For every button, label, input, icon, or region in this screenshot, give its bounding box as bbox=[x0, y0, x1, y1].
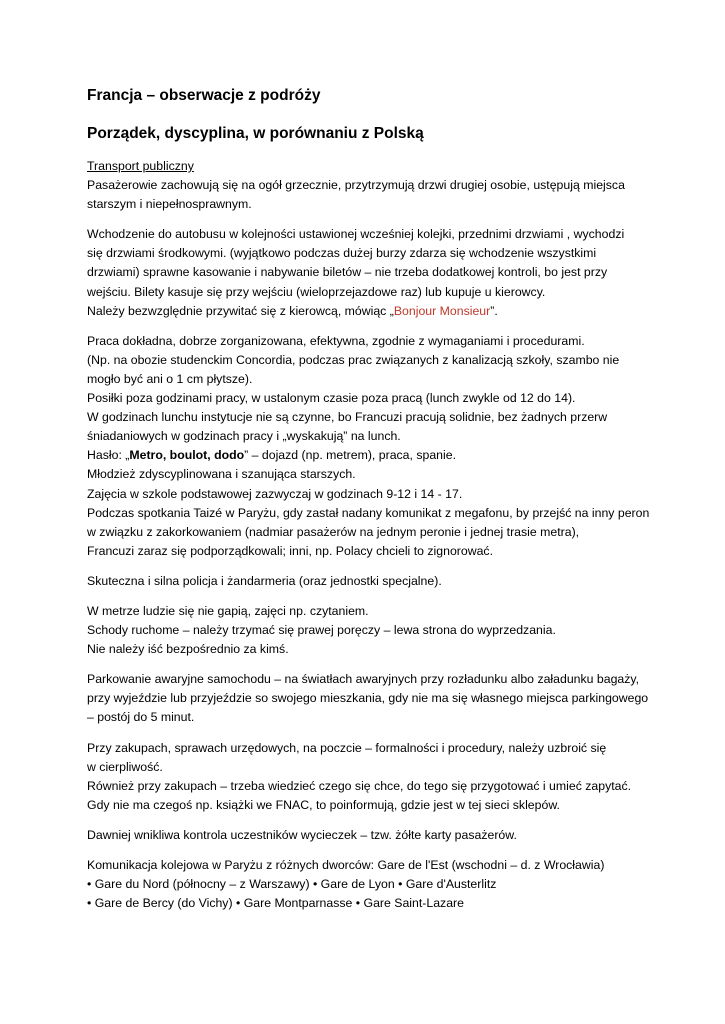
document-title: Francja – obserwacje z podróży bbox=[87, 87, 321, 104]
text-line: drzwiami) sprawne kasowanie i nabywanie biletów – nie trzeba dodatkowej kontroli, bo jest przy bbox=[87, 265, 608, 280]
text-line: Gdy nie ma czegoś np. książki we FNAC, to poinformują, gdzie jest w tej sieci sklepów. bbox=[87, 797, 560, 812]
text-line-stations: • Gare de Bercy (do Vichy) • Gare Montparnasse • Gare Saint-Lazare bbox=[87, 896, 464, 911]
text-line: Praca dokładna, dobrze zorganizowana, efektywna, zgodnie z wymaganiami i procedurami. bbox=[87, 333, 585, 348]
section-metro bbox=[87, 602, 647, 659]
text-line: Młodzież zdyscyplinowana i szanująca starszych. bbox=[87, 467, 356, 482]
text-line: śniadaniowych w godzinach pracy i „wyskakują” na lunch. bbox=[87, 429, 401, 444]
text-fragment: ” – dojazd (np. metrem), praca, spanie. bbox=[244, 448, 457, 463]
section-work bbox=[87, 332, 650, 561]
document-subtitle: Porządek, dyscyplina, w porównaniu z Polską bbox=[87, 125, 424, 142]
text-line: w związku z zakorkowaniem (nadmiar pasażerów na jednym peronie i jednej trasie metra), bbox=[87, 524, 580, 539]
text-line-motto bbox=[87, 446, 647, 465]
text-line: Komunikacja kolejowa w Paryżu z różnych dworców: Gare de l'Est (wschodni – d. z Wrocławia) bbox=[87, 858, 605, 872]
text-line: wejściu. Bilety kasuje się przy wejściu (wieloprzejazdowe raz) lub kupuje u kierowcy. bbox=[87, 284, 546, 299]
text-line: Francuzi zaraz się podporządkowali; inni, np. Polacy chcieli to zignorować. bbox=[87, 543, 493, 558]
text-line: Zajęcia w szkole podstawowej zazwyczaj w godzinach 9-12 i 14 - 17. bbox=[87, 486, 463, 501]
section-bus bbox=[87, 225, 647, 320]
text-line-stations: • Gare du Nord (północny – z Warszawy) • Gare de Lyon • Gare d'Austerlitz bbox=[87, 877, 497, 892]
motto-phrase: Metro, boulot, dodo bbox=[129, 448, 245, 463]
text-line: się drzwiami środkowymi. (wyjątkowo podczas dużej burzy zdarza się wchodzenie wszystkimi bbox=[87, 246, 597, 261]
text-line: Posiłki poza godzinami pracy, w ustalonym czasie poza pracą (lunch zwykle od 12 do 14). bbox=[87, 391, 576, 406]
text-line: W godzinach lunchu instytucje nie są czynne, bo Francuzi pracują solidnie, bez żadnych przerw bbox=[87, 410, 608, 425]
text-line: Przy zakupach, sprawach urzędowych, na poczcie – formalności i procedury, należy uzbroić się bbox=[87, 740, 607, 755]
text-fragment: ”. bbox=[490, 303, 498, 318]
section-parking bbox=[87, 670, 647, 727]
document-page bbox=[87, 86, 650, 924]
text-line: – postój do 5 minut. bbox=[87, 710, 195, 725]
text-line: Również przy zakupach – trzeba wiedzieć czego się chce, do tego się przygotować i umieć zapytać. bbox=[87, 778, 632, 793]
text-line: mogło być ani o 1 cm płytsze). bbox=[87, 371, 253, 386]
text-line: starszym i niepełnosprawnym. bbox=[87, 197, 252, 212]
text-line: Skuteczna i silna policja i żandarmeria (oraz jednostki specjalne). bbox=[87, 573, 442, 588]
text-fragment: Należy bezwzględnie przywitać się z kierowcą, mówiąc „ bbox=[87, 303, 394, 318]
text-line-greeting bbox=[87, 302, 647, 321]
greeting-phrase: Bonjour Monsieur bbox=[393, 303, 491, 318]
text-line: Parkowanie awaryjne samochodu – na światłach awaryjnych przy rozładunku albo załadunku bagaży, bbox=[87, 672, 640, 687]
section-heading-transport: Transport publiczny bbox=[87, 159, 194, 173]
text-line: w cierpliwość. bbox=[87, 759, 163, 774]
section-shopping bbox=[87, 739, 647, 815]
section-police bbox=[87, 572, 647, 591]
section-transport bbox=[87, 157, 647, 214]
text-line: Podczas spotkania Taizé w Paryżu, gdy zastał nadany komunikat z megafonu, by przejść na inny peron bbox=[87, 505, 650, 520]
text-line: Schody ruchome – należy trzymać się prawej poręczy – lewa strona do wyprzedzania. bbox=[87, 623, 556, 638]
text-line: W metrze ludzie się nie gapią, zajęci np. czytaniem. bbox=[87, 603, 369, 618]
section-control bbox=[87, 826, 647, 845]
text-line: przy wyjeździe lub przyjeździe so swojego mieszkania, gdy nie ma się własnego miejsca parkingowego bbox=[87, 691, 649, 706]
section-rail bbox=[87, 856, 647, 913]
text-fragment: Hasło: „ bbox=[87, 448, 130, 463]
text-line: Wchodzenie do autobusu w kolejności ustawionej wcześniej kolejki, przednimi drzwiami , wychodzi bbox=[87, 227, 625, 242]
text-line: (Np. na obozie studenckim Concordia, podczas prac związanych z kanalizacją szkoły, szambo nie bbox=[87, 352, 620, 367]
text-line: Nie należy iść bezpośrednio za kimś. bbox=[87, 642, 289, 657]
text-line: Dawniej wnikliwa kontrola uczestników wycieczek – tzw. żółte karty pasażerów. bbox=[87, 827, 517, 842]
text-line: Pasażerowie zachowują się na ogół grzecznie, przytrzymują drzwi drugiej osobie, ustępują miejsca bbox=[87, 178, 625, 193]
